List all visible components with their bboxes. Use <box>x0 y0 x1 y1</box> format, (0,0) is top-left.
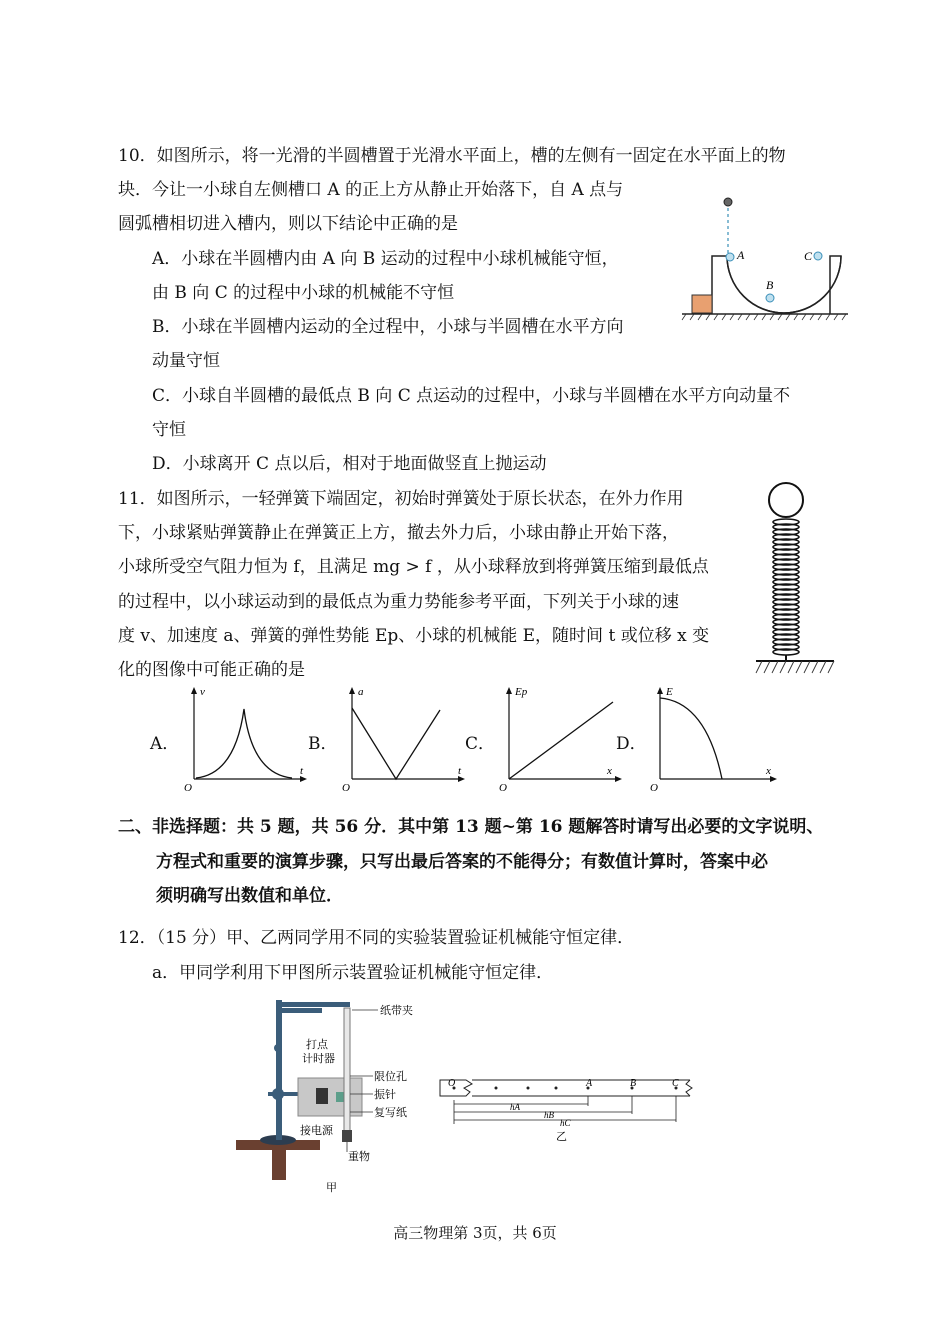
timer-label-line-2: 计时器 <box>302 1053 335 1065</box>
graph-d-origin: O <box>650 782 658 794</box>
q12-stem: 12．（15 分）甲、乙两同学用不同的实验装置验证机械能守恒定律． <box>118 928 635 948</box>
spring-ball-figure <box>752 480 838 680</box>
q11-stem-line-2: 下，小球紧贴弹簧静止在弹簧正上方，撤去外力后，小球由静止开始下落， <box>118 523 679 543</box>
timer-apparatus-figure <box>228 996 428 1196</box>
graph-a-origin: O <box>184 782 192 794</box>
q10-stem-line-2: 块．今让一小球自左侧槽口 A 的正上方从静止开始落下，自 A 点与 <box>118 180 624 200</box>
graph-a-v-t <box>180 684 310 794</box>
weight-label: 重物 <box>348 1151 370 1163</box>
needle-label: 振针 <box>374 1089 396 1101</box>
graph-option-c-label: C． <box>465 734 496 754</box>
graph-d-x-label: x <box>766 765 771 777</box>
timer-label-line-1: 打点 <box>306 1039 328 1051</box>
graph-b-origin: O <box>342 782 350 794</box>
graph-b-x-label: t <box>458 765 462 777</box>
graph-c-origin: O <box>499 782 507 794</box>
point-a-label: A <box>737 248 745 262</box>
tape-point-o: O <box>448 1078 456 1089</box>
q11-stem-line-3: 小球所受空气阻力恒为 f，且满足 mg > f ，从小球释放到将弹簧压缩到最低点 <box>118 557 709 577</box>
q10-option-b: B．小球在半圆槽内运动的全过程中，小球与半圆槽在水平方向 <box>152 317 624 337</box>
hole-label: 限位孔 <box>374 1071 407 1083</box>
q11-stem-line-1: 11．如图所示，一轻弹簧下端固定，初始时弹簧处于原长状态，在外力作用 <box>118 489 684 509</box>
section2-line-3: 须明确写出数值和单位． <box>156 886 343 906</box>
point-b-label: B <box>766 278 774 292</box>
tape-point-a: A <box>586 1078 593 1089</box>
q10-option-d: D．小球离开 C 点以后，相对于地面做竖直上抛运动 <box>152 454 547 474</box>
q10-option-c: C．小球自半圆槽的最低点 B 向 C 点运动的过程中，小球与半圆槽在水平方向动量不 <box>152 386 791 406</box>
q10-option-a: A．小球在半圆槽内由 A 向 B 运动的过程中小球机械能守恒， <box>152 249 619 269</box>
graph-a-y-label: v <box>200 686 205 698</box>
paper-tape-figure <box>436 1072 696 1148</box>
graph-a-x-label: t <box>300 765 304 777</box>
graph-b-y-label: a <box>358 686 364 698</box>
graph-b-a-t <box>338 684 468 794</box>
tape-hb-label: hB <box>544 1110 554 1120</box>
q12-sub-a: a．甲同学利用下甲图所示装置验证机械能守恒定律． <box>152 963 554 983</box>
point-c-label: C <box>804 249 813 263</box>
graph-d-e-x <box>646 684 781 794</box>
graph-option-b-label: B． <box>308 734 338 754</box>
graph-option-d-label: D． <box>616 734 647 754</box>
tape-ha-label: hA <box>510 1102 520 1112</box>
half-circle-groove-figure <box>680 196 850 324</box>
q11-stem-line-5: 度 v、加速度 a、弹簧的弹性势能 Ep、小球的机械能 E，随时间 t 或位移 x 变 <box>118 626 710 646</box>
graph-option-a-label: A． <box>150 734 180 754</box>
section2-line-2: 方程式和重要的演算步骤，只写出最后答案的不能得分；有数值计算时，答案中必 <box>156 852 768 872</box>
graph-c-y-label: Ep <box>515 686 528 698</box>
page-footer: 高三物理第 3页，共 6页 <box>393 1224 557 1242</box>
paper-label: 复写纸 <box>374 1107 407 1119</box>
tape-caption: 乙 <box>556 1131 567 1143</box>
graph-c-ep-x <box>495 684 625 794</box>
clip-label: 纸带夹 <box>380 1005 413 1017</box>
apparatus-caption: 甲 <box>326 1182 337 1194</box>
tape-point-c: C <box>672 1078 679 1089</box>
tape-point-b: B <box>630 1078 637 1089</box>
q10-stem-line-1: 10．如图所示，将一光滑的半圆槽置于光滑水平面上，槽的左侧有一固定在水平面上的物 <box>118 146 786 166</box>
q11-stem-line-6: 化的图像中可能正确的是 <box>118 660 305 680</box>
power-label: 接电源 <box>300 1125 333 1137</box>
graph-c-x-label: x <box>607 765 612 777</box>
q10-option-a-cont: 由 B 向 C 的过程中小球的机械能不守恒 <box>152 283 455 303</box>
q10-option-c-cont: 守恒 <box>152 420 186 440</box>
section2-line-1: 二、非选择题：共 5 题，共 56 分．其中第 13 题~第 16 题解答时请写出必要的文字说明、 <box>118 817 824 837</box>
graph-d-y-label: E <box>666 686 673 698</box>
q10-option-b-cont: 动量守恒 <box>152 351 220 371</box>
q10-stem-line-3: 圆弧槽相切进入槽内，则以下结论中正确的是 <box>118 214 458 234</box>
q11-stem-line-4: 的过程中，以小球运动到的最低点为重力势能参考平面，下列关于小球的速 <box>118 592 679 612</box>
tape-hc-label: hC <box>560 1118 571 1128</box>
